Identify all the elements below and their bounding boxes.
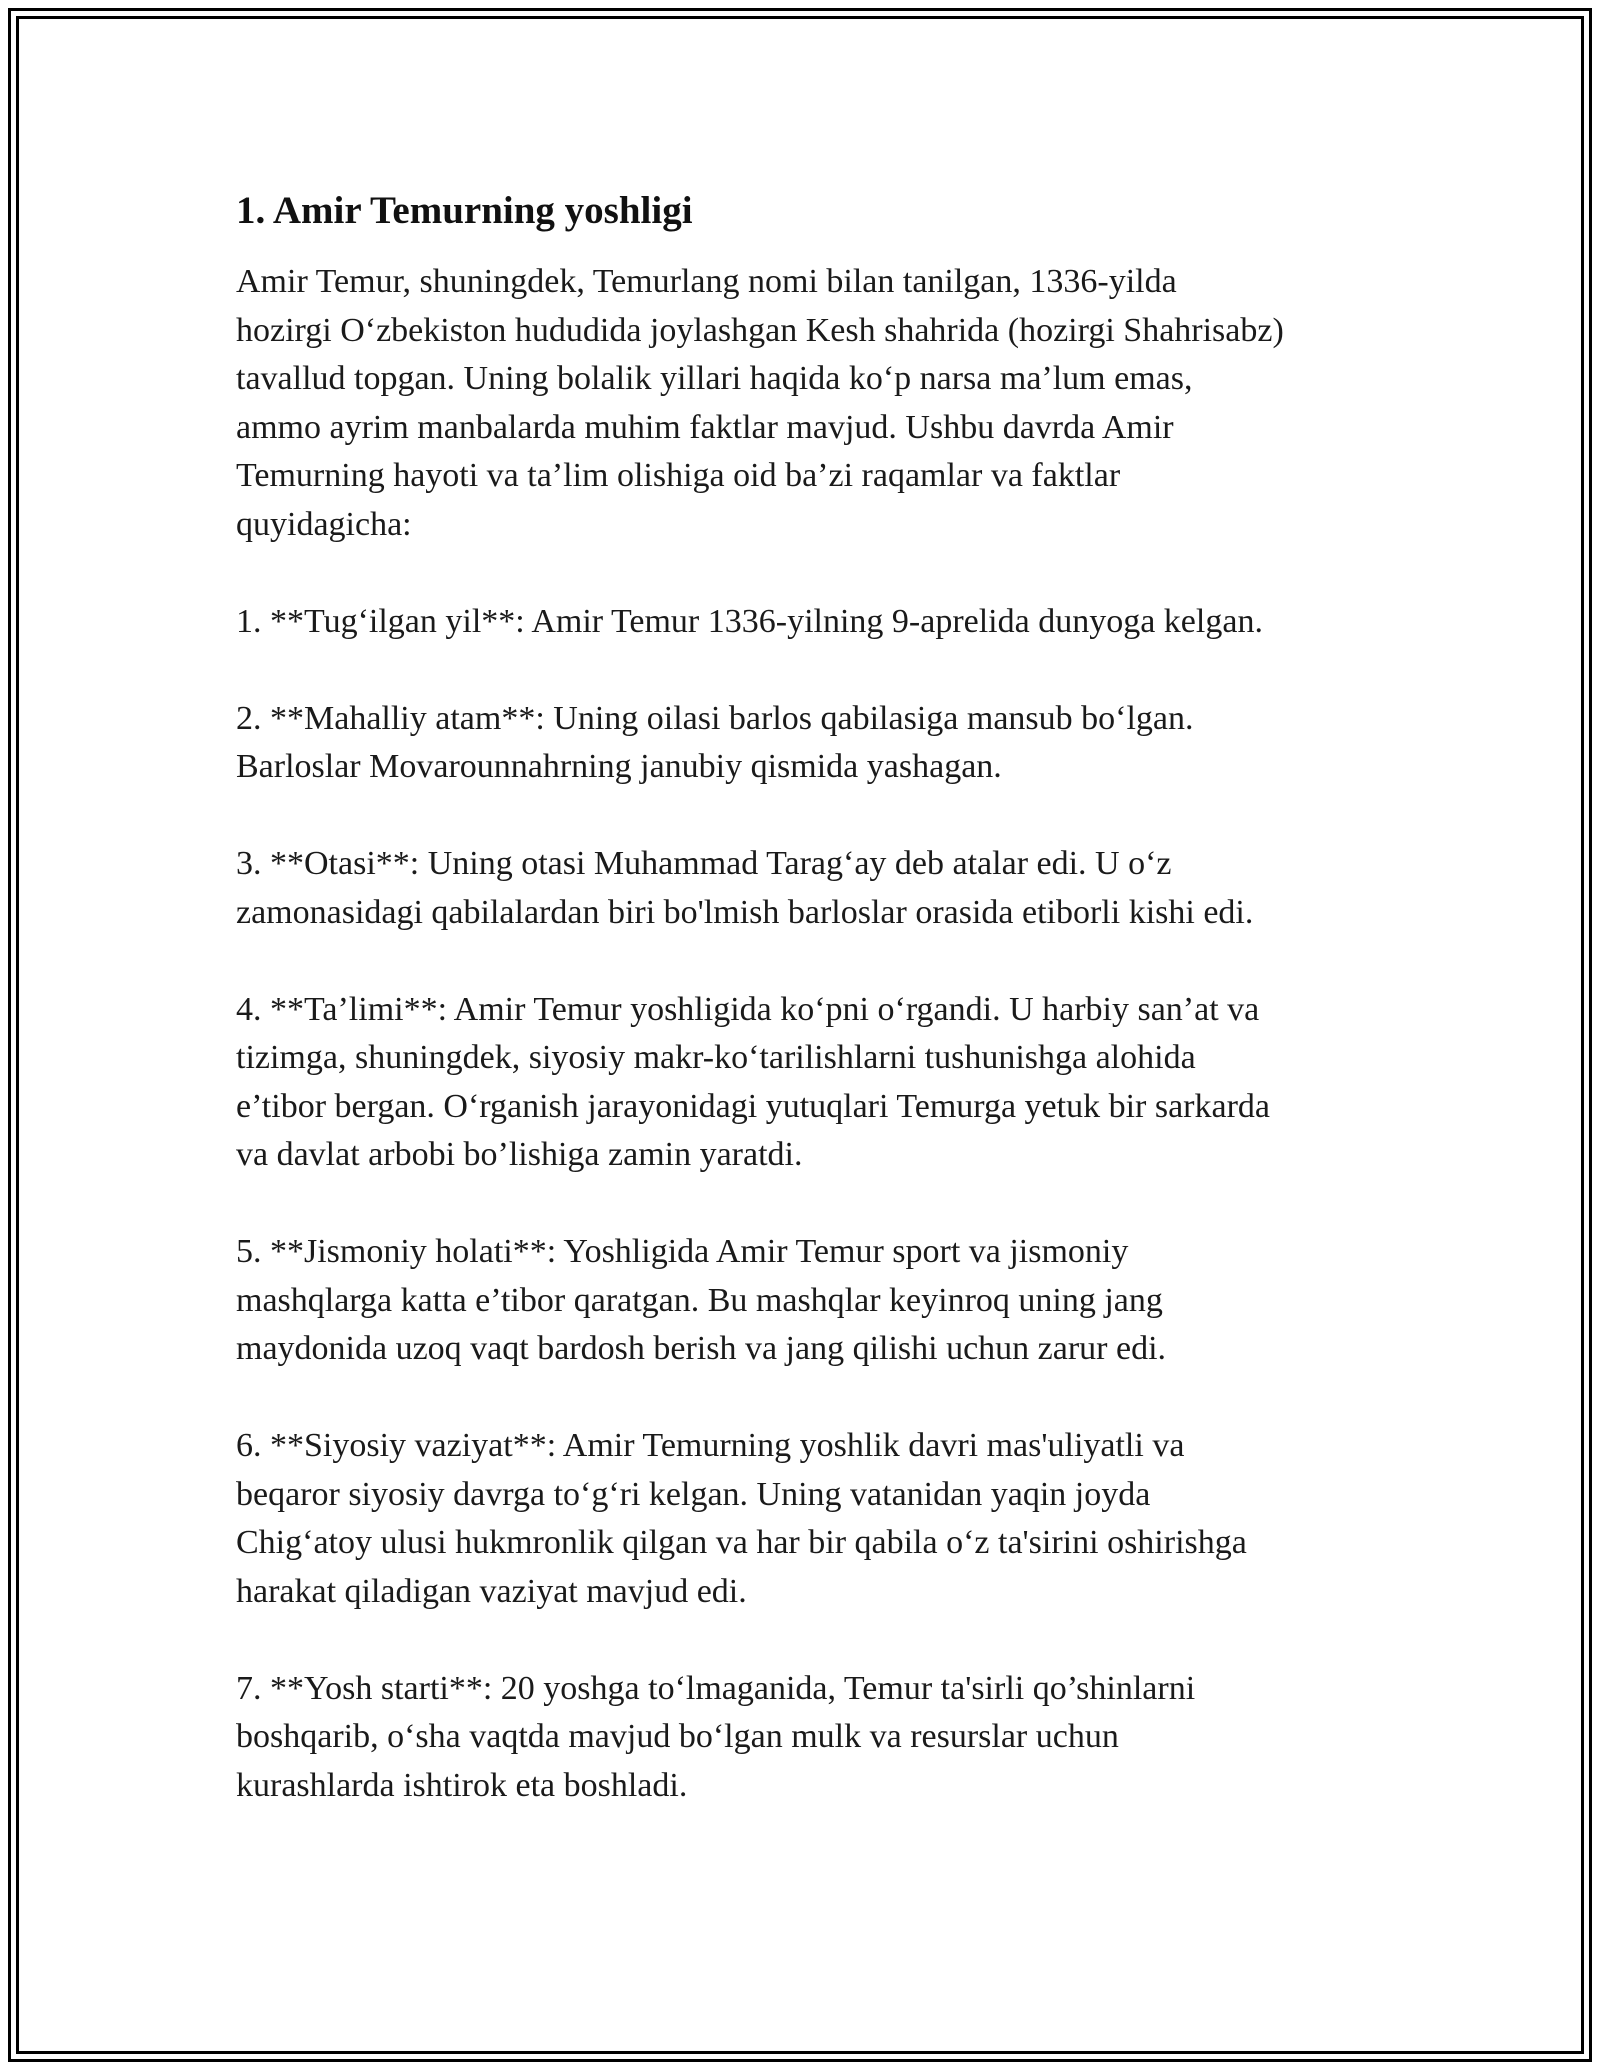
list-item-physical-condition: 5. **Jismoniy holati**: Yoshligida Amir Temur sport va jismoniy mashqlarga katta e’tibor qaratgan. Bu mashqlar keyinroq uning jang maydonida uzoq vaqt bardosh berish va jang qilishi uchun zarur edi. xyxy=(236,1233,1167,1367)
list-item-origin: 2. **Mahalliy atam**: Uning oilasi barlos qabilasiga mansub bo‘lgan. Barloslar Movarounnahrning janubiy qismida yashagan. xyxy=(236,699,1194,785)
list-item-education: 4. **Ta’limi**: Amir Temur yoshligida ko‘pni o‘rgandi. U harbiy san’at va tizimga, shuningdek, siyosiy makr-ko‘tarilishlarni tushunishga alohida e’tibor bergan. O‘rganish jarayonidagi yutuqlari Temurga yetuk bir sarkarda va davlat arbobi bo’lishiga zamin yaratdi. xyxy=(236,990,1271,1173)
document-body xyxy=(236,187,1386,1810)
list-item-early-start: 7. **Yosh starti**: 20 yoshga to‘lmaganida, Temur ta'sirli qo’shinlarni boshqarib, o‘sha vaqtda mavjud bo‘lgan mulk va resurslar uchun kurashlarda ishtirok eta boshladi. xyxy=(236,1669,1196,1804)
list-item-father: 3. **Otasi**: Uning otasi Muhammad Tarag‘ay deb atalar edi. U o‘z zamonasidagi qabilalardan biri bo'lmish barloslar orasida etiborli kishi edi. xyxy=(236,845,1254,931)
list-item-birth-year: 1. **Tug‘ilgan yil**: Amir Temur 1336-yilning 9-aprelida dunyoga kelgan. xyxy=(236,602,1263,640)
intro-paragraph: Amir Temur, shuningdek, Temurlang nomi bilan tanilgan, 1336-yilda hozirgi O‘zbekiston hududida joylashgan Kesh shahrida (hozirgi Shahrisabz) tavallud topgan. Uning bolalik yillari haqida ko‘p narsa ma’lum emas, ammo ayrim manbalarda muhim faktlar mavjud. Ushbu davrda Amir Temurning hayoti va ta’lim olishiga oid ba’zi raqamlar va faktlar quyidagicha: xyxy=(236,263,1284,543)
section-heading: 1. Amir Temurning yoshligi xyxy=(236,189,693,232)
list-item-political-situation: 6. **Siyosiy vaziyat**: Amir Temurning yoshlik davri mas'uliyatli va beqaror siyosiy davrga to‘g‘ri kelgan. Uning vatanidan yaqin joyda Chig‘atoy ulusi hukmronlik qilgan va har bir qabila o‘z ta'sirini oshirishga harakat qiladigan vaziyat mavjud edi. xyxy=(236,1427,1247,1610)
